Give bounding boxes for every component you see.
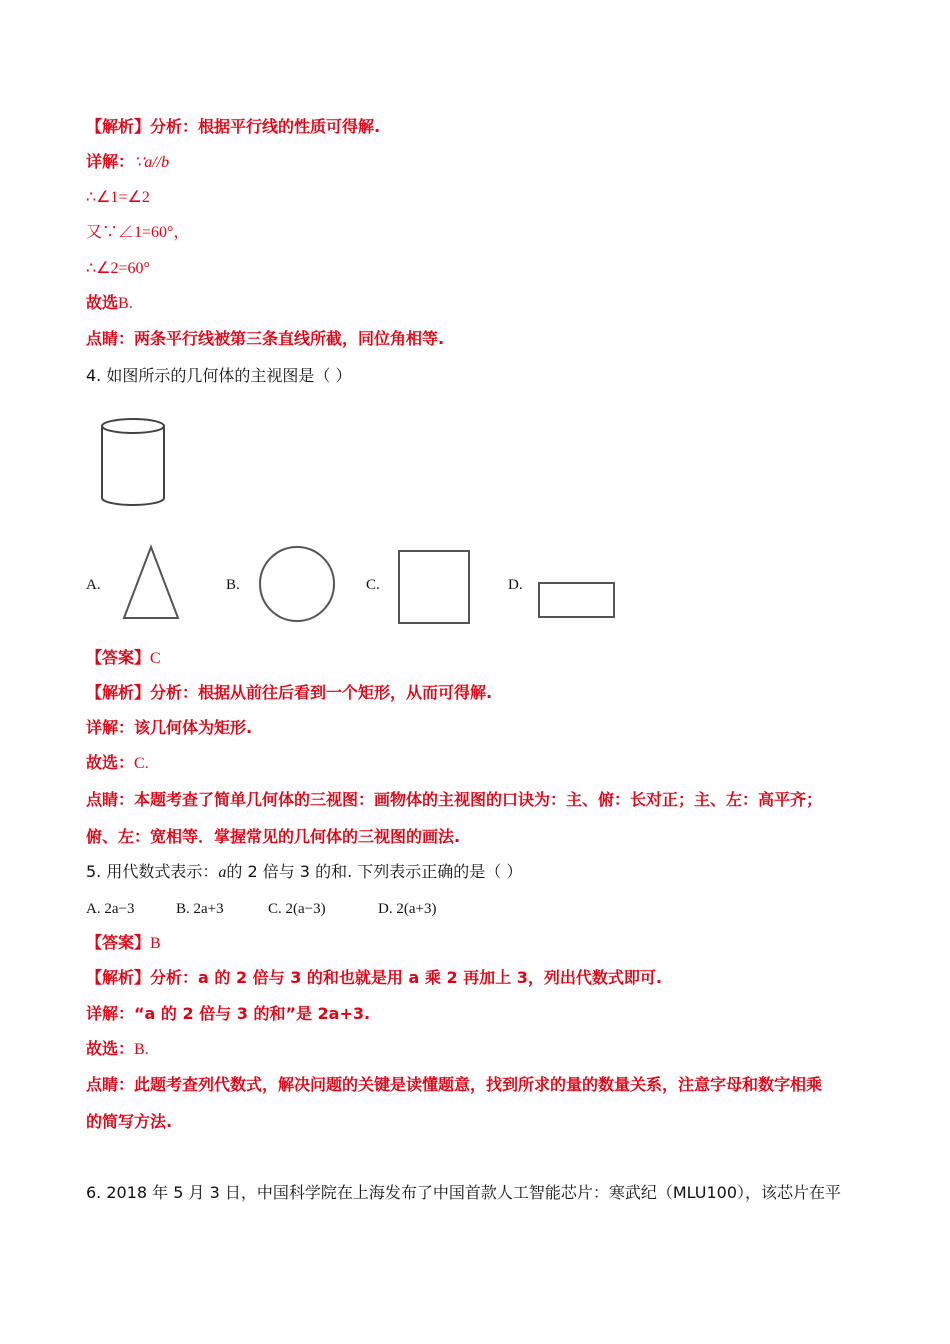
detail-text: “a 的 2 倍与 3 的和”是 2a+3.: [134, 1004, 371, 1023]
q4-comment-line1: 点睛：本题考查了简单几何体的三视图：画物体的主视图的口诀为：主、俯：长对正；主、左：高平齐；: [86, 790, 823, 809]
triangle-option-a: [118, 543, 184, 623]
q5-detail-line: [86, 1004, 370, 1024]
q5-comment-line1: 点睛：此题考查列代数式，解决问题的关键是读懂题意，找到所求的量的数量关系，注意字母和数字相乘: [86, 1075, 823, 1094]
q4-option-a-label: A.: [86, 577, 101, 593]
answer-tag: 【答案】: [86, 933, 151, 952]
q4-choose-line: [86, 753, 149, 774]
prev-analysis-line: [86, 117, 380, 137]
choose-label: 故选：: [86, 1039, 135, 1058]
q5-question-var: a: [218, 864, 227, 881]
q5-question-prefix: 5. 用代数式表示：: [86, 862, 219, 881]
answer-value: B: [150, 935, 161, 952]
analysis-tag: 【解析】: [86, 117, 151, 136]
q4-comment-line2: 俯、左：宽相等．掌握常见的几何体的三视图的画法.: [86, 827, 461, 846]
analysis-text: 分析：根据从前往后看到一个矩形，从而可得解.: [150, 683, 493, 702]
choose-value: B.: [134, 1041, 149, 1058]
q5-answer-line: [86, 933, 161, 954]
q5-choose-line: [86, 1039, 149, 1060]
q6-question-line1: 6. 2018 年 5 月 3 日，中国科学院在上海发布了中国首款人工智能芯片：寒武纪（MLU100），该芯片在平: [86, 1183, 842, 1202]
q4-question: 4. 如图所示的几何体的主视图是（ ）: [86, 366, 352, 385]
q5-choice-a: A. 2a−3: [86, 901, 135, 917]
comment-text: 两条平行线被第三条直线所截，同位角相等.: [134, 329, 445, 348]
q4-answer-line: [86, 648, 161, 669]
prev-comment-line: [86, 329, 444, 349]
q4-option-d-label: D.: [508, 577, 523, 593]
q5-comment-line2: 的简写方法.: [86, 1112, 173, 1131]
q4-detail: 详解：该几何体为矩形.: [86, 718, 253, 737]
detail-label: 详解：: [86, 1004, 135, 1023]
q5-question-rest: 的 2 倍与 3 的和. 下列表示正确的是（ ）: [226, 862, 523, 881]
q5-choice-c: C. 2(a−3): [268, 901, 326, 917]
analysis-text: 分析：根据平行线的性质可得解.: [150, 117, 381, 136]
choose-label: 故选：: [86, 753, 135, 772]
choose-value: C.: [134, 755, 149, 772]
cylinder-figure: [95, 412, 175, 512]
detail-math: ∵a//b: [134, 154, 170, 171]
q4-analysis-line: [86, 683, 492, 703]
answer-tag: 【答案】: [86, 648, 151, 667]
circle-option-b: [255, 542, 339, 626]
q5-analysis-line: [86, 968, 662, 988]
q4-option-b-label: B.: [226, 577, 240, 593]
comment-label: 点睛：: [86, 329, 135, 348]
q5-choices: [86, 899, 436, 919]
analysis-tag: 【解析】: [86, 683, 151, 702]
q5-choice-d: D. 2(a+3): [378, 901, 437, 917]
prev-step3: ∴∠2=60°: [86, 260, 150, 277]
prev-step1: ∴∠1=∠2: [86, 189, 150, 206]
choose-label: 故选: [86, 293, 119, 312]
answer-value: C: [150, 650, 161, 667]
detail-label: 详解：: [86, 152, 135, 171]
q5-choice-b: B. 2a+3: [176, 901, 224, 917]
prev-step2: 又∵∠1=60°，: [86, 224, 190, 241]
analysis-tag: 【解析】: [86, 968, 151, 987]
prev-choose-line: [86, 293, 133, 314]
analysis-text: 分析：a 的 2 倍与 3 的和也就是用 a 乘 2 再加上 3，列出代数式即可.: [150, 968, 662, 987]
choose-value: B.: [118, 295, 133, 312]
q4-option-c-label: C.: [366, 577, 380, 593]
rectangle-option-d: [536, 580, 620, 622]
prev-detail-line: [86, 152, 169, 173]
q5-question: [86, 862, 522, 883]
square-option-c: [395, 547, 475, 627]
